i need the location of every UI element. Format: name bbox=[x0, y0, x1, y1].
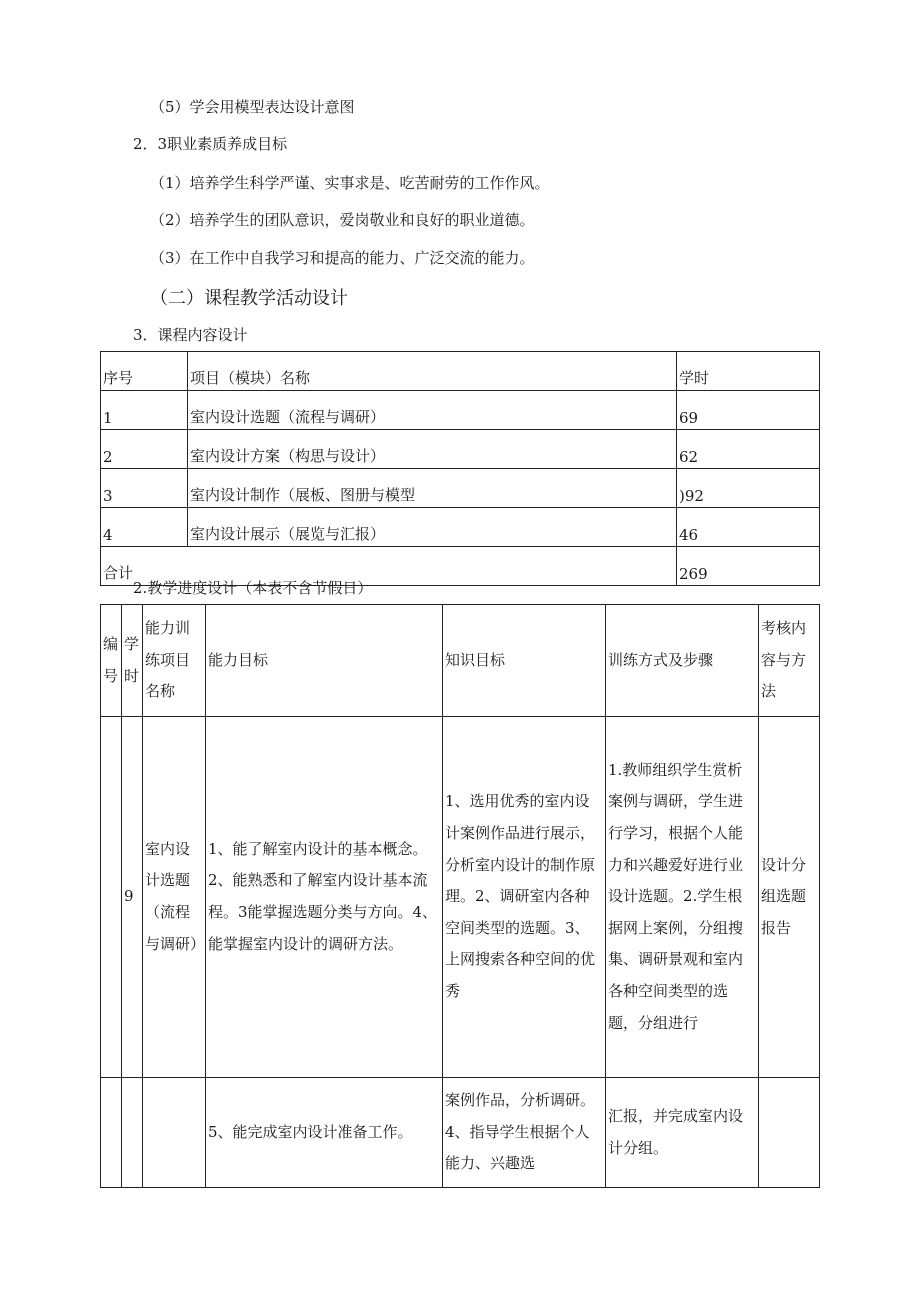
table-row bbox=[101, 508, 820, 547]
cell-no: 2 bbox=[101, 430, 188, 469]
cell-hours bbox=[122, 1078, 143, 1188]
cell-no: 3 bbox=[101, 469, 188, 508]
table-row bbox=[101, 1078, 820, 1188]
cell-name: 室内设计选题（流程与调研） bbox=[188, 391, 677, 430]
cell-training: 汇报，并完成室内设计分组。 bbox=[606, 1078, 759, 1188]
cell-assessment bbox=[759, 1078, 820, 1188]
header-hours: 学时 bbox=[122, 605, 143, 717]
cell-knowledge: 1、选用优秀的室内设计案例作品进行展示，分析室内设计的制作原理。2、调研室内各种空间类型的选题。3、上网搜索各种空间的优秀 bbox=[443, 717, 606, 1078]
table-row bbox=[101, 430, 820, 469]
cell-name: 室内设计展示（展览与汇报） bbox=[188, 508, 677, 547]
section-heading: （二）课程教学活动设计 bbox=[150, 288, 348, 309]
cell-no bbox=[101, 1078, 122, 1188]
header-knowledge: 知识目标 bbox=[443, 605, 606, 717]
cell-project bbox=[143, 1078, 206, 1188]
cell-project: 室内设计选题（流程与调研） bbox=[143, 717, 206, 1078]
cell-no: 4 bbox=[101, 508, 188, 547]
table-row bbox=[101, 469, 820, 508]
cell-ability: 1、能了解室内设计的基本概念。2、能熟悉和了解室内设计基本流程。3能掌握选题分类与方向。4、能掌握室内设计的调研方法。 bbox=[206, 717, 443, 1078]
text-goal-1: （1）培养学生科学严谨、实事求是、吃苦耐劳的工作作风。 bbox=[150, 174, 550, 192]
cell-total-label: 合计 bbox=[101, 547, 677, 586]
cell-hours: 9 bbox=[122, 717, 143, 1078]
header-training: 训练方式及步骤 bbox=[606, 605, 759, 717]
subheading-schedule: 2.教学进度设计（本表不含节假日） bbox=[133, 579, 373, 597]
cell-ability: 5、能完成室内设计准备工作。 bbox=[206, 1078, 443, 1188]
table-header-row bbox=[101, 352, 820, 391]
text-goal-3: （3）在工作中自我学习和提高的能力、广泛交流的能力。 bbox=[150, 249, 535, 267]
header-assessment: 考核内容与方法 bbox=[759, 605, 820, 717]
cell-total-hours: 269 bbox=[677, 547, 820, 586]
cell-hours: 69 bbox=[677, 391, 820, 430]
cell-name: 室内设计制作（展板、图册与模型 bbox=[188, 469, 677, 508]
cell-training: 1.教师组织学生赏析案例与调研，学生进行学习，根据个人能力和兴趣爱好进行业设计选题。2.学生根据网上案例，分组搜集、调研景观和室内各种空间类型的选题，分组进行 bbox=[606, 717, 759, 1078]
cell-knowledge: 案例作品，分析调研。4、指导学生根据个人能力、兴趣选 bbox=[443, 1078, 606, 1188]
subheading-professional-quality: 2．3职业素质养成目标 bbox=[133, 135, 288, 153]
teaching-schedule-table bbox=[100, 604, 820, 1188]
table-row bbox=[101, 391, 820, 430]
text-model-intent: （5）学会用模型表达设计意图 bbox=[150, 98, 355, 116]
course-content-table bbox=[100, 351, 820, 586]
header-hours: 学时 bbox=[677, 352, 820, 391]
cell-hours: 62 bbox=[677, 430, 820, 469]
cell-hours: )92 bbox=[677, 469, 820, 508]
subheading-content-design: 3．课程内容设计 bbox=[133, 326, 248, 344]
header-no: 编号 bbox=[101, 605, 122, 717]
text-goal-2: （2）培养学生的团队意识，爱岗敬业和良好的职业道德。 bbox=[150, 211, 535, 229]
cell-hours: 46 bbox=[677, 508, 820, 547]
header-project: 能力训练项目名称 bbox=[143, 605, 206, 717]
table-row bbox=[101, 717, 820, 1078]
cell-no bbox=[101, 717, 122, 1078]
cell-name: 室内设计方案（构思与设计） bbox=[188, 430, 677, 469]
header-name: 项目（模块）名称 bbox=[188, 352, 677, 391]
table-header-row bbox=[101, 605, 820, 717]
cell-no: 1 bbox=[101, 391, 188, 430]
header-no: 序号 bbox=[101, 352, 188, 391]
cell-assessment: 设计分组选题报告 bbox=[759, 717, 820, 1078]
header-ability: 能力目标 bbox=[206, 605, 443, 717]
